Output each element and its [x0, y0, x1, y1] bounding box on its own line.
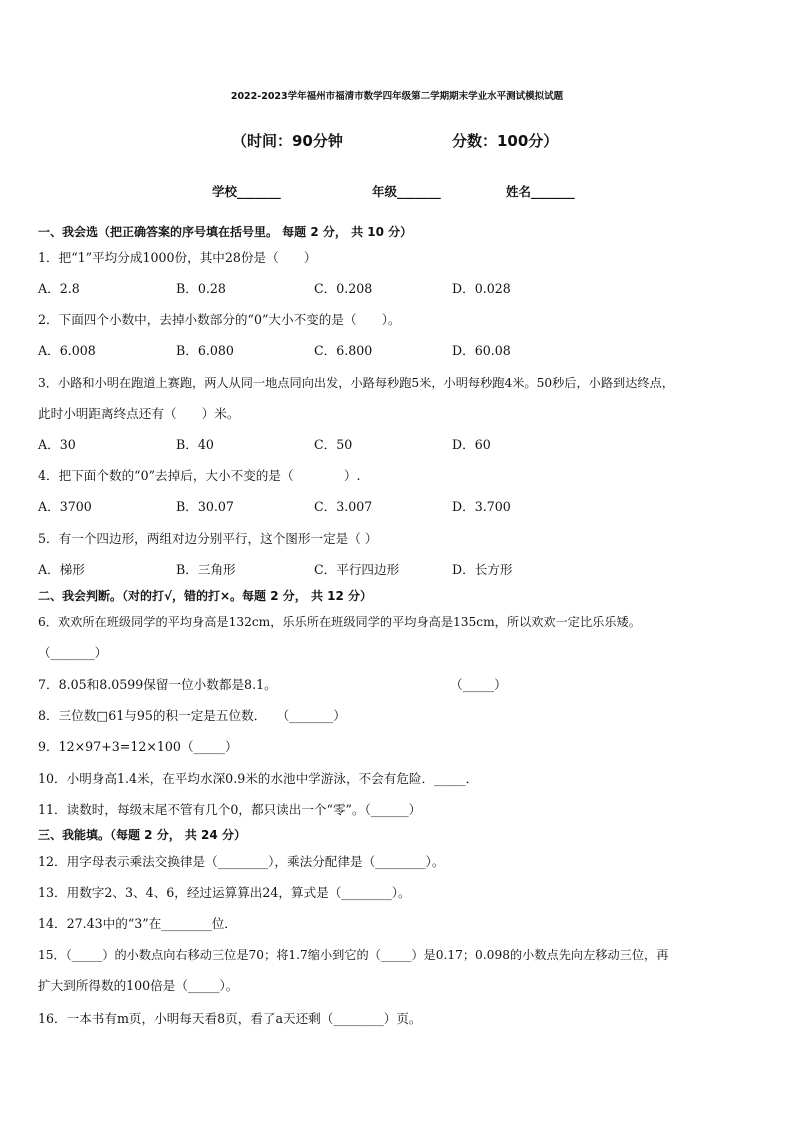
q5-option-d: D．长方形 [452, 562, 513, 577]
q4-option-b: B．30.07 [176, 499, 234, 514]
question-3-cont: 此时小明距离终点还有（ ）米。 [38, 406, 240, 421]
question-7: 7．8.05和8.0599保留一位小数都是8.1。 [38, 677, 277, 692]
question-15-cont: 扩大到所得数的100倍是（_____）。 [38, 978, 239, 993]
section-heading-judge: 二、我会判断。（对的打√，错的打×。每题 2 分， 共 12 分） [38, 589, 372, 603]
question-11: 11．读数时，每级末尾不管有几个0，都只读出一个“零”。（______） [38, 802, 422, 817]
q5-option-c: C．平行四边形 [314, 562, 400, 577]
name-field: 姓名_______ [506, 184, 575, 199]
q4-option-d: D．3.700 [452, 499, 511, 514]
q3-option-d: D．60 [452, 437, 491, 452]
q2-option-c: C．6.800 [314, 343, 373, 358]
q2-option-b: B．6.080 [176, 343, 234, 358]
q5-option-b: B．三角形 [176, 562, 236, 577]
q2-option-a: A．6.008 [38, 343, 96, 358]
question-3: 3．小路和小明在跑道上赛跑，两人从同一地点同向出发，小路每秒跑5米，小明每秒跑4米。50秒后，小路到达终点， [38, 376, 674, 390]
q2-option-d: D．60.08 [452, 343, 511, 358]
exam-time: （时间：90分钟 [232, 132, 343, 150]
school-field: 学校_______ [212, 184, 281, 199]
q3-option-b: B．40 [176, 437, 214, 452]
q4-option-c: C．3.007 [314, 499, 373, 514]
question-6-answer: （_______） [38, 645, 108, 660]
question-5: 5．有一个四边形，两组对边分别平行，这个图形一定是（ ） [38, 531, 378, 546]
question-4: 4．把下面个数的“0”去掉后，大小不变的是（ ）. [38, 468, 361, 483]
question-8: 8．三位数□61与95的积一定是五位数． （_______） [38, 708, 346, 723]
q3-option-a: A．30 [38, 437, 76, 452]
q1-option-b: B．0.28 [176, 281, 226, 296]
question-10: 10．小明身高1.4米，在平均水深0.9米的水池中学游泳，不会有危险．_____． [38, 771, 479, 786]
question-7-answer: （_____） [450, 677, 507, 692]
q1-option-d: D．0.028 [452, 281, 511, 296]
question-15: 15．（_____）的小数点向右移动三位是70；将1.7缩小到它的（_____）是0.17；0.098的小数点先向左移动三位，再 [38, 948, 669, 962]
grade-field: 年级_______ [372, 184, 441, 199]
question-2: 2．下面四个小数中，去掉小数部分的“0”大小不变的是（ ）。 [38, 312, 401, 327]
question-13: 13．用数字2、3、4、6，经过运算算出24，算式是（________）。 [38, 885, 411, 900]
question-16: 16．一本书有m页，小明每天看8页，看了a天还剩（________）页。 [38, 1011, 422, 1026]
q1-option-c: C．0.208 [314, 281, 373, 296]
question-14: 14．27.43中的“3”在________位． [38, 916, 237, 931]
exam-score: 分数：100分） [452, 132, 559, 150]
q3-option-c: C．50 [314, 437, 353, 452]
page-title: 2022-2023学年福州市福清市数学四年级第二学期期末学业水平测试模拟试题 [230, 91, 564, 102]
q4-option-a: A．3700 [38, 499, 92, 514]
section-heading-choice: 一、我会选（把正确答案的序号填在括号里。 每题 2 分， 共 10 分） [38, 225, 413, 239]
question-12: 12．用字母表示乘法交换律是（________），乘法分配律是（________）。 [38, 854, 445, 869]
question-6: 6．欢欢所在班级同学的平均身高是132cm，乐乐所在班级同学的平均身高是135cm，所以欢欢一定比乐乐矮。 [38, 615, 641, 629]
q1-option-a: A．2.8 [38, 281, 80, 296]
section-heading-fill: 三、我能填。（每题 2 分， 共 24 分） [38, 828, 246, 842]
q5-option-a: A．梯形 [38, 562, 85, 577]
question-1: 1．把“1”平均分成1000份，其中28份是（ ） [38, 250, 317, 265]
question-9: 9．12×97+3=12×100（_____） [38, 739, 238, 754]
